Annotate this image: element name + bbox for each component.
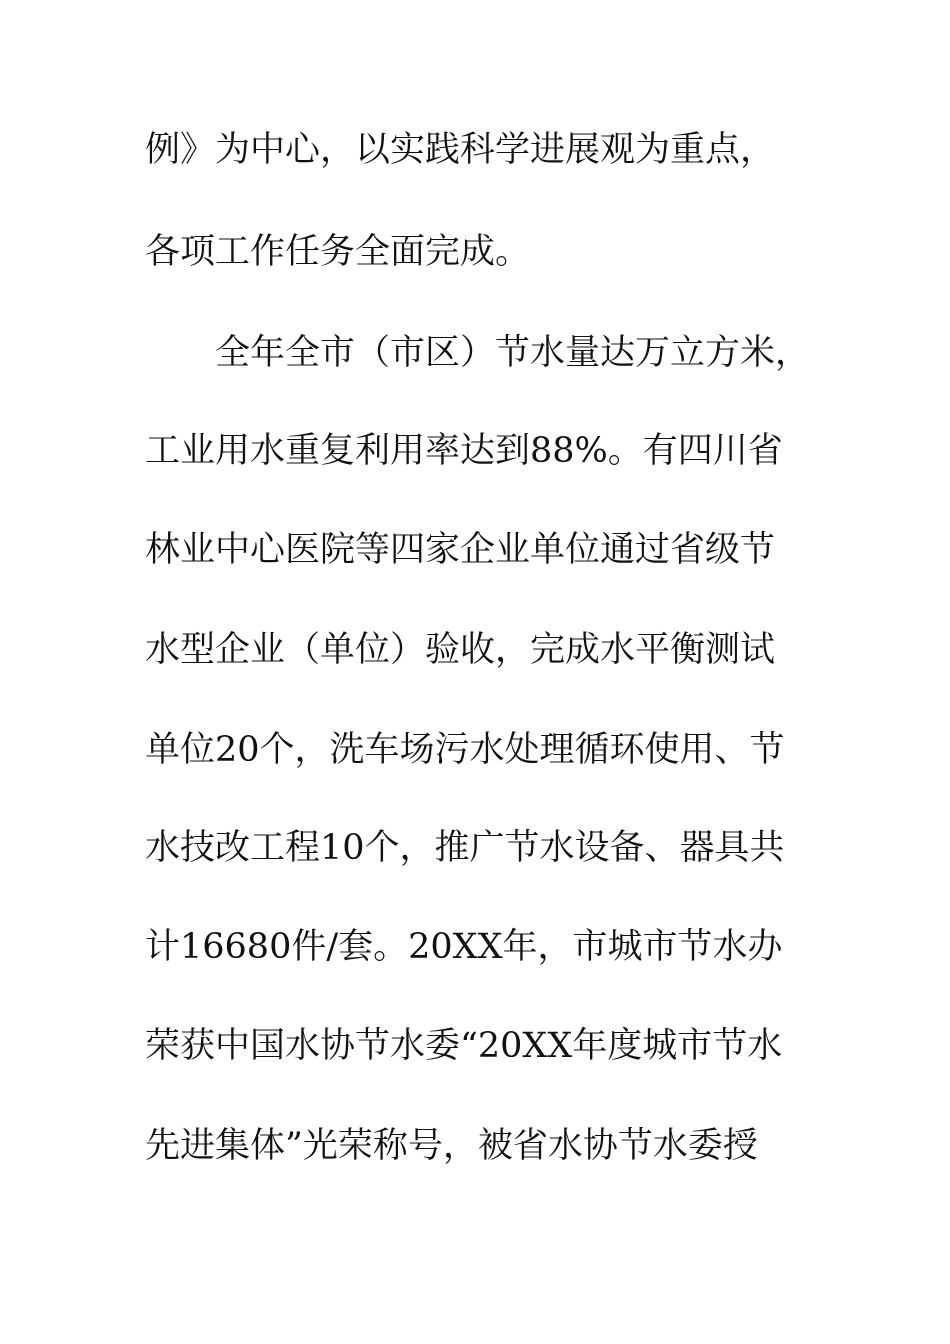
paragraph-first-line: 全年全市（市区）节水量达万立方米， (215, 333, 811, 373)
body-text-line: 计16680件/套。20XX年，市城市节水办 (145, 927, 783, 967)
body-text-line: 工业用水重复利用率达到88%。有四川省 (145, 431, 783, 471)
body-text-line: 各项工作任务全面完成。 (145, 232, 531, 272)
body-text-line: 先进集体”光荣称号，被省水协节水委授 (145, 1126, 758, 1166)
body-text-line: 例》为中心，以实践科学进展观为重点， (145, 130, 776, 170)
body-text-line: 水技改工程10个，推广节水设备、器具共 (145, 828, 785, 868)
body-text-line: 荣获中国水协节水委“20XX年度城市节水 (145, 1026, 783, 1066)
body-text-line: 水型企业（单位）验收，完成水平衡测试 (145, 630, 776, 670)
body-text-line: 单位20个，洗车场污水处理循环使用、节 (145, 730, 785, 770)
body-text-line: 林业中心医院等四家企业单位通过省级节 (145, 530, 776, 570)
